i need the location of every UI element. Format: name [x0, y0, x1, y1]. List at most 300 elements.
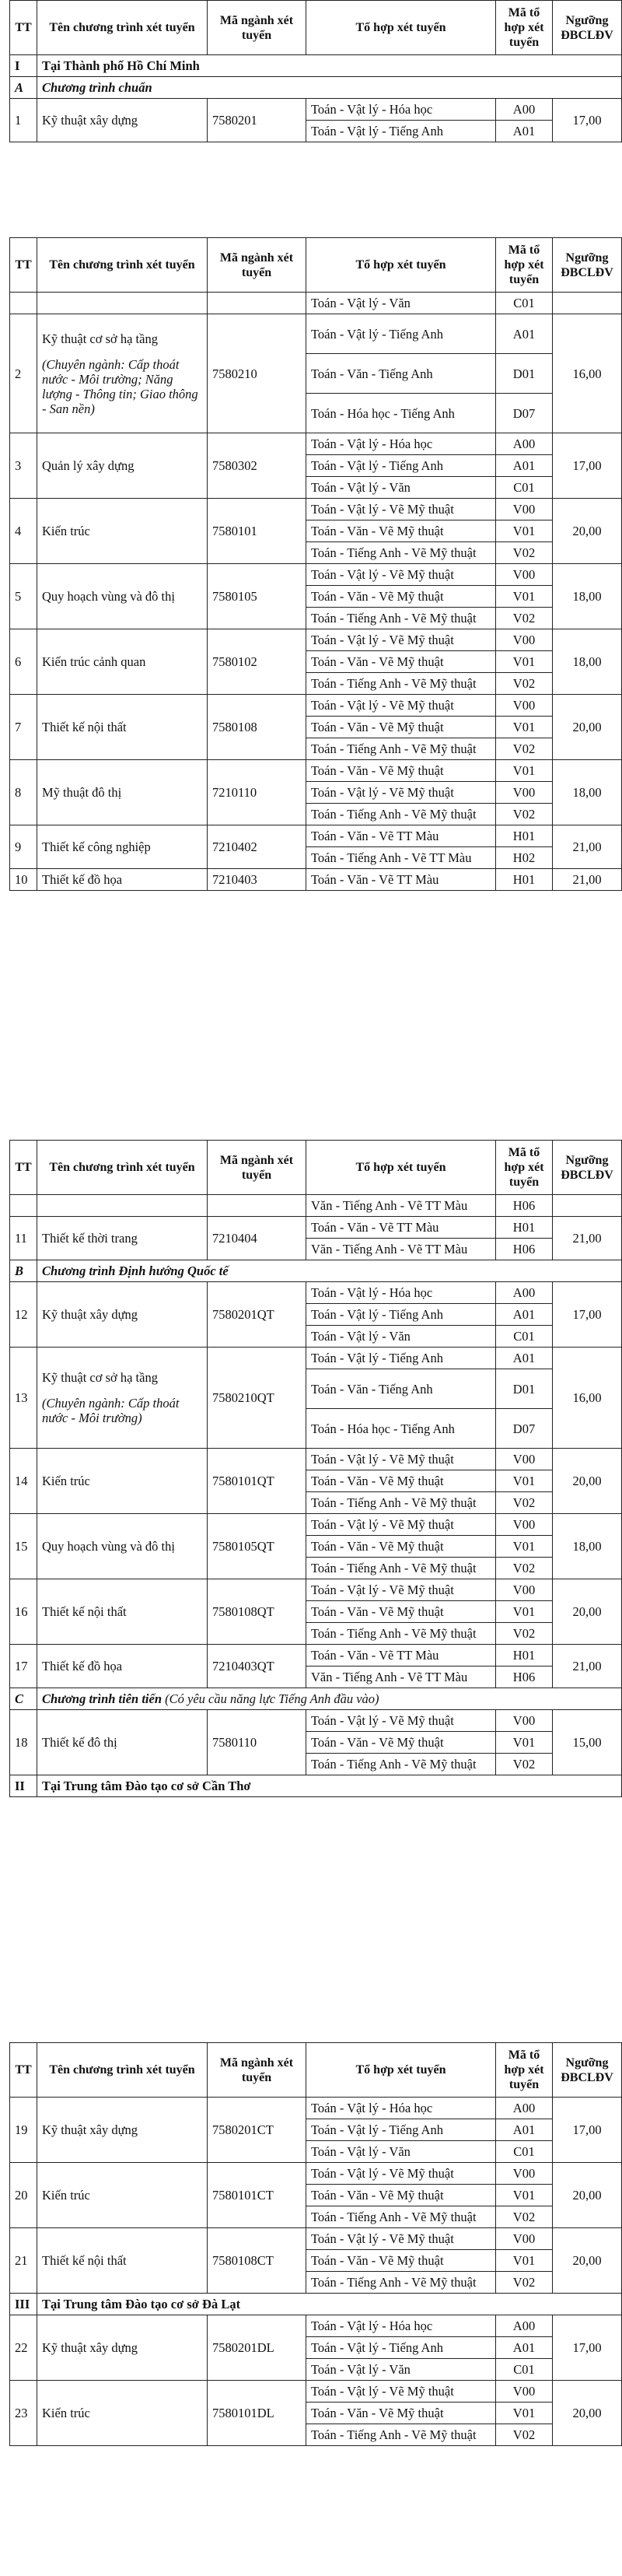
- row-combo-code: H01: [496, 1217, 553, 1239]
- row-combo-code: H06: [496, 1195, 553, 1217]
- row-combo: Toán - Văn - Vẽ TT Màu: [306, 1645, 496, 1667]
- row-program: Kiến trúc: [37, 2381, 208, 2446]
- empty-cell: [208, 293, 306, 314]
- row-combo: Toán - Văn - Vẽ Mỹ thuật: [306, 1601, 496, 1623]
- row-combo: Toán - Vật lý - Tiếng Anh: [306, 2119, 496, 2141]
- row-combo: Toán - Vật lý - Tiếng Anh: [306, 121, 496, 142]
- row-combo: Toán - Vật lý - Tiếng Anh: [306, 314, 496, 354]
- row-threshold: 17,00: [553, 2315, 622, 2381]
- row-combo: Toán - Tiếng Anh - Vẽ Mỹ thuật: [306, 2424, 496, 2446]
- row-combo: Toán - Hóa học - Tiếng Anh: [306, 1409, 496, 1449]
- table-row: [10, 869, 622, 891]
- row-combo-code: A01: [496, 455, 553, 477]
- table-row: [10, 1217, 622, 1239]
- row-tt: 18: [10, 1710, 37, 1775]
- row-tt: 15: [10, 1514, 37, 1579]
- row-combo-code: V01: [496, 2250, 553, 2272]
- table-row: [10, 825, 622, 847]
- row-combo-code: V01: [496, 586, 553, 608]
- table-row: [10, 1282, 622, 1304]
- row-program: Mỹ thuật đô thị: [37, 760, 208, 825]
- row-threshold: 18,00: [553, 564, 622, 629]
- row-combo-code: H01: [496, 1645, 553, 1667]
- row-code: 7580108QT: [208, 1579, 306, 1645]
- empty-cell: [37, 293, 208, 314]
- row-combo: Toán - Văn - Vẽ Mỹ thuật: [306, 760, 496, 782]
- row-combo-code: V02: [496, 1754, 553, 1775]
- row-combo-code: H02: [496, 847, 553, 869]
- row-tt: 11: [10, 1217, 37, 1260]
- row-threshold: 20,00: [553, 1579, 622, 1645]
- section-tt: II: [10, 1775, 37, 1797]
- row-threshold: 15,00: [553, 1710, 622, 1775]
- row-combo-code: V02: [496, 542, 553, 564]
- row-combo: Toán - Vật lý - Tiếng Anh: [306, 1348, 496, 1369]
- table-row: [10, 499, 622, 520]
- admissions-table-4: [9, 2042, 622, 2446]
- row-combo-code: A00: [496, 1282, 553, 1304]
- row-combo-code: V01: [496, 1536, 553, 1558]
- table-row: [10, 314, 622, 354]
- table-row: [10, 1645, 622, 1667]
- row-combo: Toán - Vật lý - Tiếng Anh: [306, 455, 496, 477]
- row-combo: Toán - Vật lý - Vẽ Mỹ thuật: [306, 564, 496, 586]
- row-tt: 2: [10, 314, 37, 433]
- row-code: 7580108: [208, 695, 306, 760]
- table-row: [10, 564, 622, 586]
- row-combo-code: V00: [496, 2228, 553, 2250]
- row-combo-code: C01: [496, 2141, 553, 2163]
- row-combo: Toán - Tiếng Anh - Vẽ Mỹ thuật: [306, 1558, 496, 1579]
- admissions-table-1: [9, 0, 622, 142]
- row-threshold: 16,00: [553, 314, 622, 433]
- row-combo-code: H06: [496, 1667, 553, 1688]
- row-code: 7580201: [208, 99, 306, 142]
- row-combo-code: D01: [496, 354, 553, 394]
- section-row: [10, 1775, 622, 1797]
- row-combo-code: C01: [496, 477, 553, 499]
- row-combo-code: A00: [496, 433, 553, 455]
- row-code: 7580201CT: [208, 2098, 306, 2163]
- row-combo-code: V01: [496, 1470, 553, 1492]
- row-combo: Toán - Vật lý - Vẽ Mỹ thuật: [306, 695, 496, 717]
- row-program: Thiết kế thời trang: [37, 1217, 208, 1260]
- row-combo: Toán - Tiếng Anh - Vẽ Mỹ thuật: [306, 2272, 496, 2294]
- row-combo: Toán - Vật lý - Vẽ Mỹ thuật: [306, 2381, 496, 2403]
- table-row: [10, 2315, 622, 2337]
- row-combo: Toán - Vật lý - Văn: [306, 293, 496, 314]
- empty-cell: [208, 1195, 306, 1217]
- row-combo: Toán - Vật lý - Vẽ Mỹ thuật: [306, 1579, 496, 1601]
- row-threshold: 18,00: [553, 629, 622, 695]
- row-combo-code: V02: [496, 1558, 553, 1579]
- row-combo-code: V00: [496, 1449, 553, 1470]
- header-combo: Tổ hợp xét tuyển: [306, 1, 496, 55]
- header-tt: TT: [10, 238, 37, 293]
- row-combo: Toán - Tiếng Anh - Vẽ TT Màu: [306, 847, 496, 869]
- row-code: 7580101CT: [208, 2163, 306, 2228]
- table-row: [10, 433, 622, 455]
- row-program: Thiết kế nội thất: [37, 2228, 208, 2294]
- row-combo-code: A01: [496, 121, 553, 142]
- row-threshold: 21,00: [553, 869, 622, 891]
- header-program: Tên chương trình xét tuyển: [37, 2043, 208, 2098]
- row-combo: Toán - Vật lý - Vẽ Mỹ thuật: [306, 1449, 496, 1470]
- row-combo: Toán - Văn - Vẽ TT Màu: [306, 1217, 496, 1239]
- row-combo-code: V02: [496, 2424, 553, 2446]
- row-tt: 12: [10, 1282, 37, 1348]
- row-code: 7580105: [208, 564, 306, 629]
- row-combo-code: V02: [496, 738, 553, 760]
- row-combo-code: V00: [496, 629, 553, 651]
- row-combo-code: V01: [496, 760, 553, 782]
- row-threshold: 20,00: [553, 2163, 622, 2228]
- row-combo-code: V01: [496, 1601, 553, 1623]
- row-program: Kỹ thuật xây dựng: [37, 99, 208, 142]
- row-combo: Toán - Tiếng Anh - Vẽ Mỹ thuật: [306, 2206, 496, 2228]
- table-row: [10, 2228, 622, 2250]
- row-threshold: 16,00: [553, 1348, 622, 1449]
- row-combo-code: V00: [496, 2163, 553, 2185]
- row-tt: 10: [10, 869, 37, 891]
- row-combo: Toán - Vật lý - Vẽ Mỹ thuật: [306, 2228, 496, 2250]
- row-combo-code: A00: [496, 2098, 553, 2119]
- subsection-tt: C: [10, 1688, 37, 1710]
- row-combo-code: A00: [496, 2315, 553, 2337]
- subsection-label: Chương trình chuẩn: [37, 77, 622, 99]
- row-program: [37, 314, 208, 433]
- row-program: Quy hoạch vùng và đô thị: [37, 1514, 208, 1579]
- row-combo: Toán - Văn - Tiếng Anh: [306, 1369, 496, 1409]
- row-code: 7580201QT: [208, 1282, 306, 1348]
- header-combo: Tổ hợp xét tuyển: [306, 2043, 496, 2098]
- row-combo: Toán - Vật lý - Văn: [306, 1326, 496, 1348]
- row-tt: 9: [10, 825, 37, 869]
- row-code: 7210404: [208, 1217, 306, 1260]
- row-combo-code: V01: [496, 2403, 553, 2424]
- row-code: 7580105QT: [208, 1514, 306, 1579]
- row-combo-code: V02: [496, 608, 553, 629]
- section-label: Tại Thành phố Hồ Chí Minh: [37, 55, 622, 77]
- row-combo: Toán - Văn - Vẽ Mỹ thuật: [306, 717, 496, 738]
- row-program: Kiến trúc: [37, 499, 208, 564]
- table-header: [10, 238, 622, 293]
- table-row: [10, 695, 622, 717]
- row-combo-code: V00: [496, 1579, 553, 1601]
- row-threshold: 20,00: [553, 2228, 622, 2294]
- row-combo-code: V01: [496, 651, 553, 673]
- section-tt: I: [10, 55, 37, 77]
- row-tt: 1: [10, 99, 37, 142]
- row-tt: 3: [10, 433, 37, 499]
- table-row: [10, 1449, 622, 1470]
- row-threshold: 20,00: [553, 695, 622, 760]
- row-combo-code: V01: [496, 2185, 553, 2206]
- row-program-name: Kỹ thuật cơ sở hạ tầng: [42, 331, 158, 346]
- section-label: Tại Trung tâm Đào tạo cơ sở Cần Thơ: [37, 1775, 622, 1797]
- subsection-row: [10, 77, 622, 99]
- header-tt: TT: [10, 2043, 37, 2098]
- row-threshold: 20,00: [553, 2381, 622, 2446]
- row-combo-code: H01: [496, 825, 553, 847]
- table-page-4: [9, 2042, 622, 2446]
- row-combo: Toán - Vật lý - Vẽ Mỹ thuật: [306, 1514, 496, 1536]
- row-tt: 21: [10, 2228, 37, 2294]
- header-code: Mã ngành xét tuyển: [208, 238, 306, 293]
- row-combo-code: V02: [496, 1492, 553, 1514]
- header-threshold: Ngưỡng ĐBCLĐV: [553, 1, 622, 55]
- row-combo: Toán - Văn - Vẽ Mỹ thuật: [306, 520, 496, 542]
- row-program: Thiết kế công nghiệp: [37, 825, 208, 869]
- row-combo: Toán - Văn - Vẽ Mỹ thuật: [306, 651, 496, 673]
- row-combo-code: V01: [496, 520, 553, 542]
- row-combo: Toán - Vật lý - Tiếng Anh: [306, 2337, 496, 2359]
- header-code: Mã ngành xét tuyển: [208, 1141, 306, 1195]
- row-combo-code: V02: [496, 804, 553, 825]
- table-page-3: [9, 1140, 622, 1797]
- row-code: 7580210QT: [208, 1348, 306, 1449]
- row-combo: Toán - Vật lý - Văn: [306, 477, 496, 499]
- row-threshold: 18,00: [553, 760, 622, 825]
- row-tt: 20: [10, 2163, 37, 2228]
- row-combo-code: D07: [496, 1409, 553, 1449]
- row-combo: Toán - Văn - Vẽ Mỹ thuật: [306, 1732, 496, 1754]
- row-combo-code: V02: [496, 2272, 553, 2294]
- row-combo: Toán - Vật lý - Hóa học: [306, 2098, 496, 2119]
- header-threshold: Ngưỡng ĐBCLĐV: [553, 1141, 622, 1195]
- row-combo-code: C01: [496, 2359, 553, 2381]
- section-row: [10, 2294, 622, 2315]
- row-combo-code: C01: [496, 1326, 553, 1348]
- table-row: [10, 760, 622, 782]
- section-label: Tại Trung tâm Đào tạo cơ sở Đà Lạt: [37, 2294, 622, 2315]
- row-code: 7210403: [208, 869, 306, 891]
- header-combo: Tổ hợp xét tuyển: [306, 1141, 496, 1195]
- row-combo-code: V00: [496, 2381, 553, 2403]
- row-program: Thiết kế nội thất: [37, 695, 208, 760]
- row-combo-code: V02: [496, 1623, 553, 1645]
- header-program: Tên chương trình xét tuyển: [37, 238, 208, 293]
- row-tt: 7: [10, 695, 37, 760]
- row-threshold: 21,00: [553, 825, 622, 869]
- row-program: Kiến trúc: [37, 2163, 208, 2228]
- row-combo-code: A01: [496, 2119, 553, 2141]
- row-combo: Toán - Văn - Vẽ Mỹ thuật: [306, 1470, 496, 1492]
- row-code: 7210402: [208, 825, 306, 869]
- table-header: [10, 1, 622, 55]
- row-combo-code: V00: [496, 782, 553, 804]
- row-threshold: 21,00: [553, 1645, 622, 1688]
- row-combo: Toán - Văn - Tiếng Anh: [306, 354, 496, 394]
- row-tt: 5: [10, 564, 37, 629]
- row-combo: Toán - Vật lý - Hóa học: [306, 99, 496, 121]
- row-program: Kỹ thuật xây dựng: [37, 2098, 208, 2163]
- row-combo: Toán - Văn - Vẽ Mỹ thuật: [306, 586, 496, 608]
- row-combo: Toán - Tiếng Anh - Vẽ Mỹ thuật: [306, 738, 496, 760]
- row-code: 7210110: [208, 760, 306, 825]
- row-combo: Toán - Văn - Vẽ Mỹ thuật: [306, 2250, 496, 2272]
- table-page-2: [9, 237, 622, 891]
- empty-cell: [37, 1195, 208, 1217]
- row-code: 7580108CT: [208, 2228, 306, 2294]
- row-combo: Toán - Văn - Vẽ Mỹ thuật: [306, 1536, 496, 1558]
- row-program: Thiết kế nội thất: [37, 1579, 208, 1645]
- row-combo-code: A01: [496, 1304, 553, 1326]
- header-tt: TT: [10, 1141, 37, 1195]
- table-row: [10, 293, 622, 314]
- row-combo-code: V01: [496, 1732, 553, 1754]
- row-combo: Toán - Văn - Vẽ Mỹ thuật: [306, 2185, 496, 2206]
- row-program: Thiết kế đồ họa: [37, 1645, 208, 1688]
- row-tt: 8: [10, 760, 37, 825]
- row-combo: Văn - Tiếng Anh - Vẽ TT Màu: [306, 1195, 496, 1217]
- row-threshold: 18,00: [553, 1514, 622, 1579]
- table-row: [10, 1348, 622, 1369]
- row-code: 7580101DL: [208, 2381, 306, 2446]
- row-combo-code: H06: [496, 1239, 553, 1260]
- header-code: Mã ngành xét tuyển: [208, 2043, 306, 2098]
- row-tt: 23: [10, 2381, 37, 2446]
- row-combo-code: V00: [496, 564, 553, 586]
- row-program-note: (Chuyên ngành: Cấp thoát nước - Môi trường; Năng lượng - Thông tin; Giao thông - San nền): [42, 356, 198, 416]
- row-threshold: 17,00: [553, 99, 622, 142]
- row-combo-code: V00: [496, 1710, 553, 1732]
- row-combo: Văn - Tiếng Anh - Vẽ TT Màu: [306, 1239, 496, 1260]
- header-threshold: Ngưỡng ĐBCLĐV: [553, 238, 622, 293]
- header-code: Mã ngành xét tuyển: [208, 1, 306, 55]
- row-combo: Toán - Hóa học - Tiếng Anh: [306, 394, 496, 433]
- row-combo-code: V00: [496, 499, 553, 520]
- row-combo-code: V01: [496, 717, 553, 738]
- row-threshold: 21,00: [553, 1217, 622, 1260]
- row-combo-code: D07: [496, 394, 553, 433]
- row-code: 7580210: [208, 314, 306, 433]
- table-row: [10, 1514, 622, 1536]
- table-row: [10, 2381, 622, 2403]
- subsection-label: Chương trình tiên tiến: [42, 1691, 162, 1706]
- row-tt: 14: [10, 1449, 37, 1514]
- row-combo: Toán - Vật lý - Vẽ Mỹ thuật: [306, 1710, 496, 1732]
- row-combo: Văn - Tiếng Anh - Vẽ TT Màu: [306, 1667, 496, 1688]
- table-row: [10, 1710, 622, 1732]
- row-code: 7210403QT: [208, 1645, 306, 1688]
- row-program: Quy hoạch vùng và đô thị: [37, 564, 208, 629]
- empty-cell: [553, 293, 622, 314]
- row-tt: 16: [10, 1579, 37, 1645]
- table-row: [10, 99, 622, 121]
- row-program: Kỹ thuật xây dựng: [37, 2315, 208, 2381]
- row-program: Quản lý xây dựng: [37, 433, 208, 499]
- row-program: Thiết kế đồ họa: [37, 869, 208, 891]
- subsection-label-cell: [37, 1688, 622, 1710]
- section-row: [10, 55, 622, 77]
- row-combo: Toán - Vật lý - Vẽ Mỹ thuật: [306, 2163, 496, 2185]
- row-tt: 4: [10, 499, 37, 564]
- header-combo-code: Mã tổ hợp xét tuyển: [496, 238, 553, 293]
- row-combo: Toán - Tiếng Anh - Vẽ Mỹ thuật: [306, 1754, 496, 1775]
- row-combo: Toán - Tiếng Anh - Vẽ Mỹ thuật: [306, 804, 496, 825]
- row-combo-code: A01: [496, 314, 553, 354]
- row-combo: Toán - Tiếng Anh - Vẽ Mỹ thuật: [306, 608, 496, 629]
- admissions-table-3: [9, 1140, 622, 1797]
- subsection-note: (Có yêu cầu năng lực Tiếng Anh đầu vào): [165, 1691, 379, 1706]
- row-program: Kiến trúc: [37, 1449, 208, 1514]
- row-threshold: 17,00: [553, 1282, 622, 1348]
- empty-cell: [10, 1195, 37, 1217]
- row-code: 7580201DL: [208, 2315, 306, 2381]
- subsection-tt: A: [10, 77, 37, 99]
- row-threshold: 17,00: [553, 433, 622, 499]
- row-tt: 6: [10, 629, 37, 695]
- row-combo: Toán - Tiếng Anh - Vẽ Mỹ thuật: [306, 1492, 496, 1514]
- empty-cell: [10, 293, 37, 314]
- row-combo: Toán - Vật lý - Vẽ Mỹ thuật: [306, 629, 496, 651]
- row-combo: Toán - Văn - Vẽ Mỹ thuật: [306, 2403, 496, 2424]
- table-row: [10, 2163, 622, 2185]
- table-row: [10, 1195, 622, 1217]
- row-tt: 22: [10, 2315, 37, 2381]
- empty-cell: [553, 1195, 622, 1217]
- row-combo-code: H01: [496, 869, 553, 891]
- subsection-tt: B: [10, 1260, 37, 1282]
- row-combo: Toán - Vật lý - Hóa học: [306, 433, 496, 455]
- row-combo: Toán - Tiếng Anh - Vẽ Mỹ thuật: [306, 542, 496, 564]
- row-combo-code: C01: [496, 293, 553, 314]
- row-code: 7580101: [208, 499, 306, 564]
- row-combo-code: D01: [496, 1369, 553, 1409]
- table-row: [10, 1579, 622, 1601]
- row-combo-code: A01: [496, 1348, 553, 1369]
- subsection-label: Chương trình Định hướng Quốc tế: [37, 1260, 622, 1282]
- row-program-note: (Chuyên ngành: Cấp thoát nước - Môi trường): [42, 1396, 180, 1425]
- header-combo-code: Mã tổ hợp xét tuyển: [496, 2043, 553, 2098]
- table-header: [10, 2043, 622, 2098]
- table-row: [10, 2098, 622, 2119]
- header-program: Tên chương trình xét tuyển: [37, 1141, 208, 1195]
- row-combo: Toán - Văn - Vẽ TT Màu: [306, 825, 496, 847]
- header-program: Tên chương trình xét tuyển: [37, 1, 208, 55]
- row-combo: Toán - Tiếng Anh - Vẽ Mỹ thuật: [306, 673, 496, 695]
- admissions-table-2: [9, 237, 622, 891]
- row-combo: Toán - Vật lý - Vẽ Mỹ thuật: [306, 499, 496, 520]
- row-combo: Toán - Văn - Vẽ TT Màu: [306, 869, 496, 891]
- row-combo-code: V02: [496, 673, 553, 695]
- row-combo: Toán - Vật lý - Văn: [306, 2359, 496, 2381]
- row-threshold: 17,00: [553, 2098, 622, 2163]
- row-combo: Toán - Vật lý - Hóa học: [306, 2315, 496, 2337]
- row-tt: 13: [10, 1348, 37, 1449]
- row-program: [37, 1348, 208, 1449]
- header-tt: TT: [10, 1, 37, 55]
- row-code: 7580101QT: [208, 1449, 306, 1514]
- table-page-1: [9, 0, 622, 142]
- row-combo-code: A00: [496, 99, 553, 121]
- table-row: [10, 629, 622, 651]
- subsection-row: [10, 1260, 622, 1282]
- row-tt: 19: [10, 2098, 37, 2163]
- section-tt: III: [10, 2294, 37, 2315]
- row-combo-code: A01: [496, 2337, 553, 2359]
- row-combo: Toán - Vật lý - Văn: [306, 2141, 496, 2163]
- row-code: 7580102: [208, 629, 306, 695]
- table-header: [10, 1141, 622, 1195]
- row-combo: Toán - Vật lý - Hóa học: [306, 1282, 496, 1304]
- row-combo: Toán - Tiếng Anh - Vẽ Mỹ thuật: [306, 1623, 496, 1645]
- header-combo-code: Mã tổ hợp xét tuyển: [496, 1, 553, 55]
- row-program-name: Kỹ thuật cơ sở hạ tầng: [42, 1370, 158, 1385]
- row-threshold: 20,00: [553, 1449, 622, 1514]
- row-program: Thiết kế đô thị: [37, 1710, 208, 1775]
